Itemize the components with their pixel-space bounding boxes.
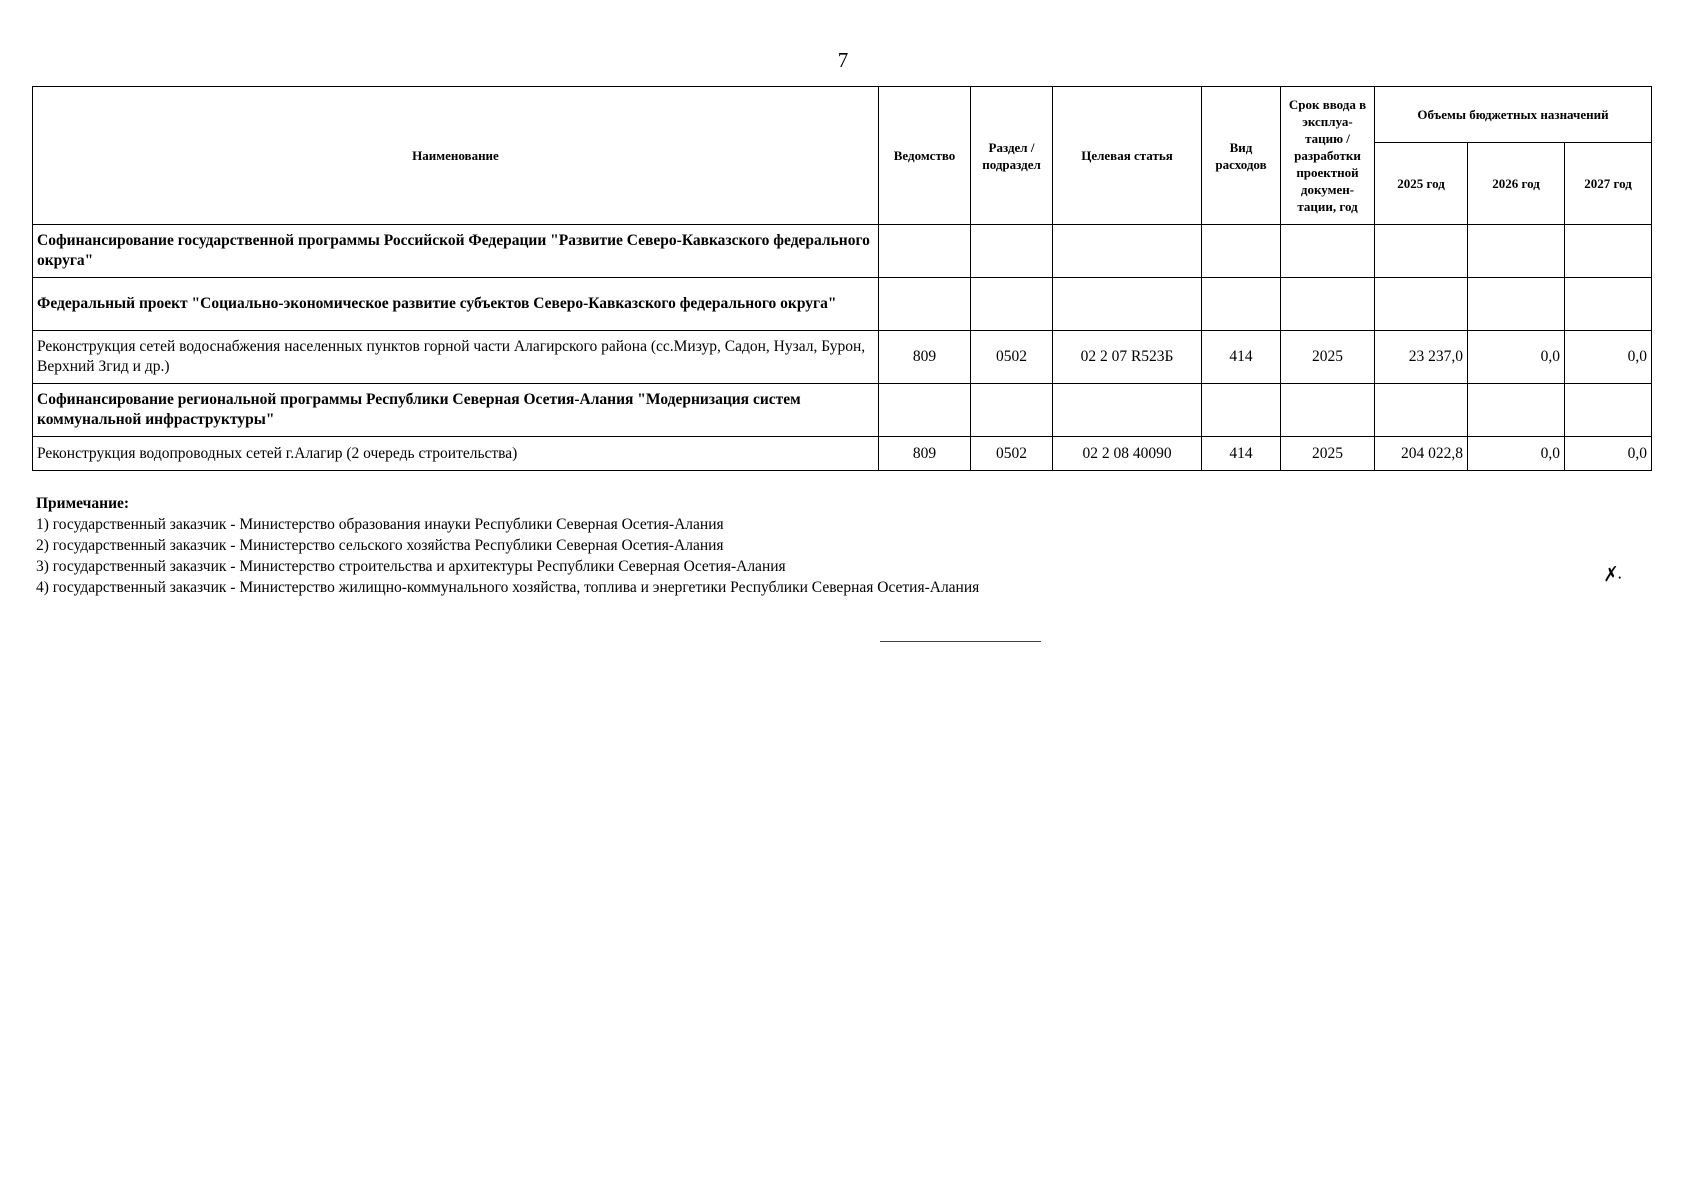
header-budget-group: Объемы бюджетных назначений (1375, 87, 1652, 143)
row-2026: 0,0 (1468, 331, 1565, 384)
row-department: 809 (879, 331, 971, 384)
table-header (33, 87, 1652, 225)
row-2025 (1375, 278, 1468, 331)
row-term (1281, 384, 1375, 437)
row-name: Реконструкция сетей водоснабжения населенных пунктов горной части Алагирского района (сс.Мизур, Садон, Нузал, Бурон, Верхний Згид и др.) (33, 331, 879, 384)
end-divider (880, 641, 1041, 642)
row-section (971, 225, 1053, 278)
row-article: 02 2 07 R523Б (1053, 331, 1202, 384)
row-department (879, 384, 971, 437)
table-row (33, 437, 1652, 471)
row-2027: 0,0 (1565, 331, 1652, 384)
header-department: Ведомство (879, 87, 971, 225)
row-article: 02 2 08 40090 (1053, 437, 1202, 471)
row-2026: 0,0 (1468, 437, 1565, 471)
row-section: 0502 (971, 331, 1053, 384)
handwritten-initials: ✗. (1600, 562, 1624, 586)
note-item: 4) государственный заказчик - Министерство жилищно-коммунального хозяйства, топлива и энергетики Республики Северная Осетия-Алания (36, 579, 980, 596)
row-name: Реконструкция водопроводных сетей г.Алагир (2 очередь строительства) (33, 437, 879, 471)
notes-title: Примечание: (36, 495, 130, 512)
row-2025: 23 237,0 (1375, 331, 1468, 384)
row-term (1281, 225, 1375, 278)
row-2025 (1375, 225, 1468, 278)
row-type (1202, 384, 1281, 437)
row-article (1053, 384, 1202, 437)
row-2026 (1468, 278, 1565, 331)
note-item: 3) государственный заказчик - Министерство строительства и архитектуры Республики Северная Осетия-Алания (36, 558, 786, 575)
notes-section (36, 493, 979, 598)
row-2027 (1565, 384, 1652, 437)
note-item: 1) государственный заказчик - Министерство образования инауки Республики Северная Осетия-Алания (36, 516, 724, 533)
header-year-2026: 2026 год (1468, 143, 1565, 225)
header-name: Наименование (33, 87, 879, 225)
row-section: 0502 (971, 437, 1053, 471)
row-name: Софинансирование региональной программы Республики Северная Осетия-Алания "Модернизация систем коммунальной инфраструктуры" (33, 384, 879, 437)
header-target-article: Целевая статья (1053, 87, 1202, 225)
table-row (33, 225, 1652, 278)
row-2026 (1468, 225, 1565, 278)
row-type (1202, 225, 1281, 278)
row-term: 2025 (1281, 437, 1375, 471)
row-term: 2025 (1281, 331, 1375, 384)
row-type (1202, 278, 1281, 331)
row-name: Софинансирование государственной программы Российской Федерации "Развитие Северо-Кавказского федерального округа" (33, 225, 879, 278)
table-row (33, 278, 1652, 331)
row-2025: 204 022,8 (1375, 437, 1468, 471)
header-year-2025: 2025 год (1375, 143, 1468, 225)
row-department (879, 278, 971, 331)
table-row (33, 384, 1652, 437)
note-item: 2) государственный заказчик - Министерство сельского хозяйства Республики Северная Осетия-Алания (36, 537, 724, 554)
row-article (1053, 225, 1202, 278)
row-article (1053, 278, 1202, 331)
header-commission-term: Срок ввода в эксплуа-тацию / разработки проектной докумен-тации, год (1281, 87, 1375, 225)
page-number: 7 (837, 48, 849, 72)
row-type: 414 (1202, 437, 1281, 471)
row-department (879, 225, 971, 278)
row-type: 414 (1202, 331, 1281, 384)
row-2027 (1565, 278, 1652, 331)
row-department: 809 (879, 437, 971, 471)
row-term (1281, 278, 1375, 331)
row-2027: 0,0 (1565, 437, 1652, 471)
header-expense-type: Вид расходов (1202, 87, 1281, 225)
row-2027 (1565, 225, 1652, 278)
table-body (33, 225, 1652, 471)
budget-table (32, 86, 1652, 471)
row-2025 (1375, 384, 1468, 437)
header-section: Раздел / подраздел (971, 87, 1053, 225)
row-name: Федеральный проект "Социально-экономическое развитие субъектов Северо-Кавказского федерального округа" (33, 278, 879, 331)
row-section (971, 278, 1053, 331)
row-section (971, 384, 1053, 437)
row-2026 (1468, 384, 1565, 437)
table-row (33, 331, 1652, 384)
header-year-2027: 2027 год (1565, 143, 1652, 225)
